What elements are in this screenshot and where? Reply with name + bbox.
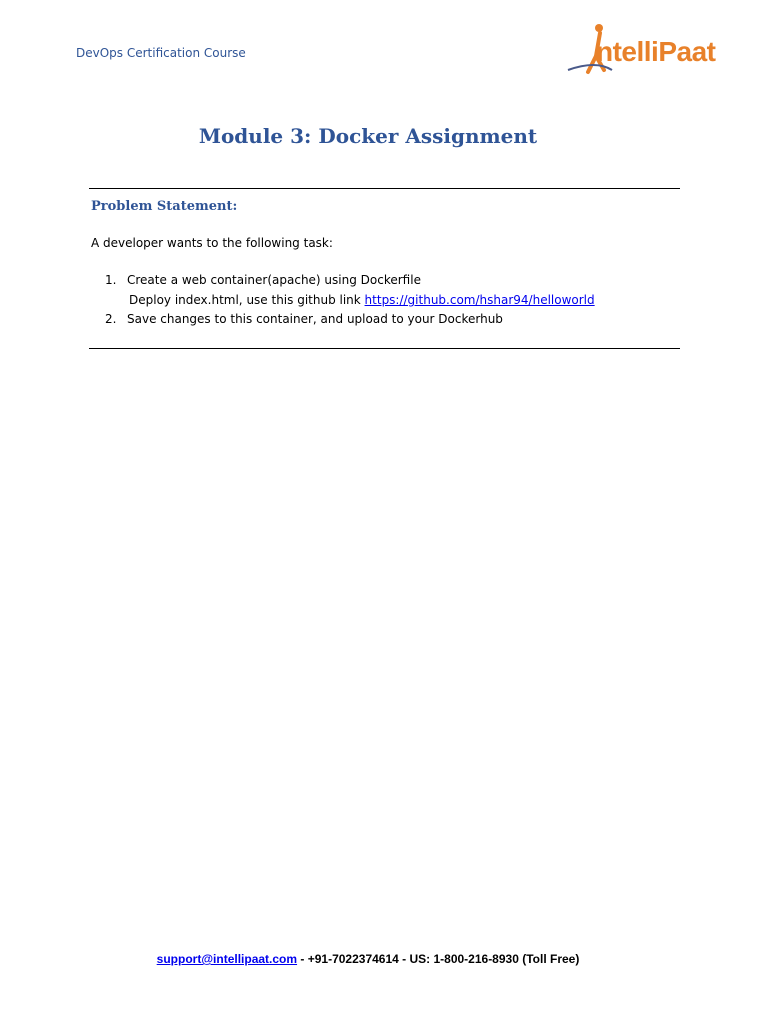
top-divider bbox=[89, 188, 680, 189]
bottom-divider bbox=[89, 348, 680, 349]
document-title: Module 3: Docker Assignment bbox=[198, 124, 538, 148]
logo-wordmark: ntelliPaat bbox=[596, 36, 716, 67]
footer-contact bbox=[0, 952, 736, 966]
intro-text: A developer wants to the following task: bbox=[91, 236, 333, 250]
subline-text: Deploy index.html, use this github link bbox=[129, 293, 365, 307]
task-text: Save changes to this container, and upload to your Dockerhub bbox=[127, 312, 503, 326]
task-1-subline bbox=[129, 293, 595, 307]
task-number: 1. bbox=[105, 273, 117, 287]
problem-statement-heading: Problem Statement: bbox=[91, 199, 238, 214]
support-email-link[interactable]: support@intellipaat.com bbox=[156, 952, 298, 966]
course-title: DevOps Certification Course bbox=[76, 46, 246, 60]
task-text: Create a web container(apache) using Dockerfile bbox=[127, 273, 421, 287]
github-link[interactable]: https://github.com/hshar94/helloworld bbox=[364, 293, 595, 307]
task-number: 2. bbox=[105, 312, 117, 326]
contact-numbers: - +91-7022374614 - US: 1-800-216-8930 (Toll Free) bbox=[297, 952, 580, 966]
